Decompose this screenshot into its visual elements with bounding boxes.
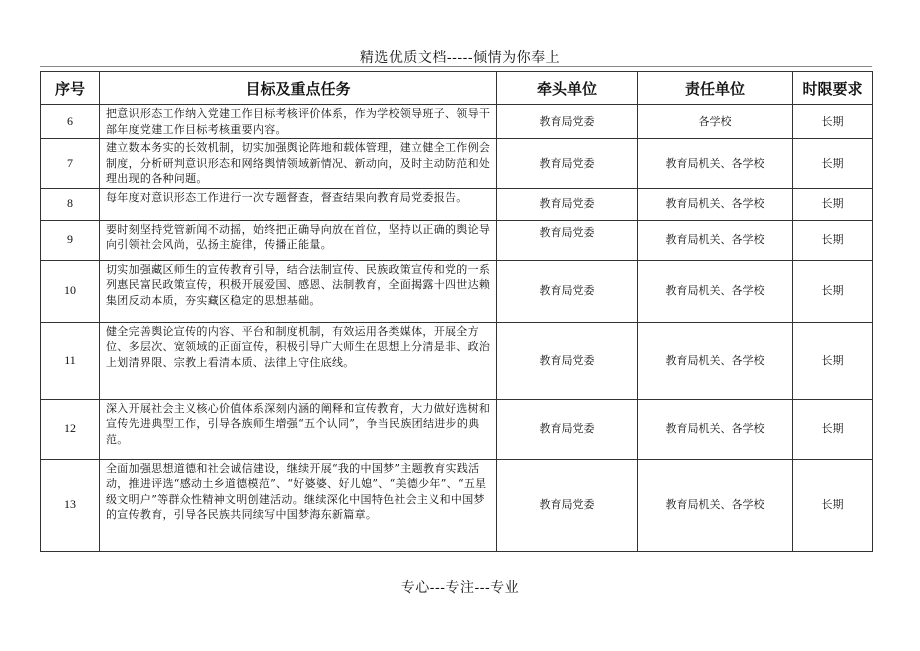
row-task: 每年度对意识形态工作进行一次专题督查，督查结果向教育局党委报告。	[100, 188, 497, 220]
column-header-task: 目标及重点任务	[100, 72, 497, 105]
table-row	[41, 105, 873, 139]
row-lead-unit: 教育局党委	[497, 139, 638, 189]
row-lead-unit: 教育局党委	[497, 399, 638, 459]
row-task: 深入开展社会主义核心价值体系深刻内涵的阐释和宣传教育，大力做好选树和宣传先进典型工作，引导各族师生增强“五个认同”，争当民族团结进步的典范。	[100, 399, 497, 459]
row-number: 6	[41, 105, 100, 139]
table-header-row	[41, 72, 873, 105]
row-lead-unit: 教育局党委	[497, 188, 638, 220]
row-deadline: 长期	[793, 322, 873, 399]
row-deadline: 长期	[793, 459, 873, 551]
row-responsible-unit: 教育局机关、各学校	[638, 139, 793, 189]
row-lead-unit: 教育局党委	[497, 459, 638, 551]
column-header-responsible-unit: 责任单位	[638, 72, 793, 105]
table-row	[41, 322, 873, 399]
row-number: 7	[41, 139, 100, 189]
page-footer: 专心---专注---专业	[400, 580, 520, 596]
row-lead-unit-text: 教育局党委	[539, 226, 595, 240]
header-divider	[40, 66, 872, 67]
row-number: 11	[41, 322, 100, 399]
column-header-number: 序号	[41, 72, 100, 105]
table-row	[41, 399, 873, 459]
table-row	[41, 459, 873, 551]
table-row	[41, 139, 873, 189]
row-responsible-unit: 教育局机关、各学校	[638, 188, 793, 220]
row-responsible-unit: 各学校	[638, 105, 793, 139]
table-row	[41, 220, 873, 260]
row-responsible-unit: 教育局机关、各学校	[638, 399, 793, 459]
row-number: 9	[41, 220, 100, 260]
row-deadline: 长期	[793, 399, 873, 459]
row-deadline: 长期	[793, 188, 873, 220]
row-number: 12	[41, 399, 100, 459]
row-responsible-unit: 教育局机关、各学校	[638, 322, 793, 399]
row-task: 全面加强思想道德和社会诚信建设，继续开展“我的中国梦”主题教育实践活动，推进评选“感动土乡道德模范”、“好婆婆、好儿媳”、“美德少年”、“五星级文明户”等群众性精神文明创建活动。继续深化中国特色社会主义和中国梦的宣传教育，引导各民族共同续写中国梦海东新篇章。	[100, 459, 497, 551]
row-lead-unit: 教育局党委	[497, 105, 638, 139]
row-task: 建立数本务实的长效机制，切实加强舆论阵地和载体管理，建立健全工作例会制度，分析研判意识形态和网络舆情领域新情况、新动向，及时主动防范和处理出现的各种问题。	[100, 139, 497, 189]
row-deadline: 长期	[793, 260, 873, 322]
row-responsible-unit: 教育局机关、各学校	[638, 459, 793, 551]
row-deadline: 长期	[793, 105, 873, 139]
row-number: 13	[41, 459, 100, 551]
page-header: 精选优质文档-----倾情为你奉上	[359, 50, 561, 66]
table-row	[41, 260, 873, 322]
table-row	[41, 188, 873, 220]
task-table	[40, 71, 873, 552]
row-task: 切实加强藏区师生的宣传教育引导，结合法制宣传、民族政策宣传和党的一系列惠民富民政策宣传，积极开展爱国、感恩、法制教育，全面揭露十四世达赖集团反动本质，夯实藏区稳定的思想基础。	[100, 260, 497, 322]
row-responsible-unit: 教育局机关、各学校	[638, 260, 793, 322]
row-task: 要时刻坚持党管新闻不动摇，始终把正确导向放在首位，坚持以正确的舆论导向引领社会风尚，弘扬主旋律，传播正能量。	[100, 220, 497, 260]
row-lead-unit	[497, 220, 638, 260]
column-header-deadline: 时限要求	[793, 72, 873, 105]
row-task: 把意识形态工作纳入党建工作目标考核评价体系，作为学校领导班子、领导干部年度党建工作目标考核重要内容。	[100, 105, 497, 139]
row-number: 10	[41, 260, 100, 322]
row-responsible-unit: 教育局机关、各学校	[638, 220, 793, 260]
row-lead-unit: 教育局党委	[497, 322, 638, 399]
row-number: 8	[41, 188, 100, 220]
column-header-lead-unit: 牵头单位	[497, 72, 638, 105]
row-task: 健全完善舆论宣传的内容、平台和制度机制，有效运用各类媒体，开展全方位、多层次、宽领域的正面宣传，积极引导广大师生在思想上分清是非、政治上划清界限、宗教上看清本质、法律上守住底线。	[100, 322, 497, 399]
row-deadline: 长期	[793, 139, 873, 189]
row-lead-unit: 教育局党委	[497, 260, 638, 322]
row-deadline: 长期	[793, 220, 873, 260]
